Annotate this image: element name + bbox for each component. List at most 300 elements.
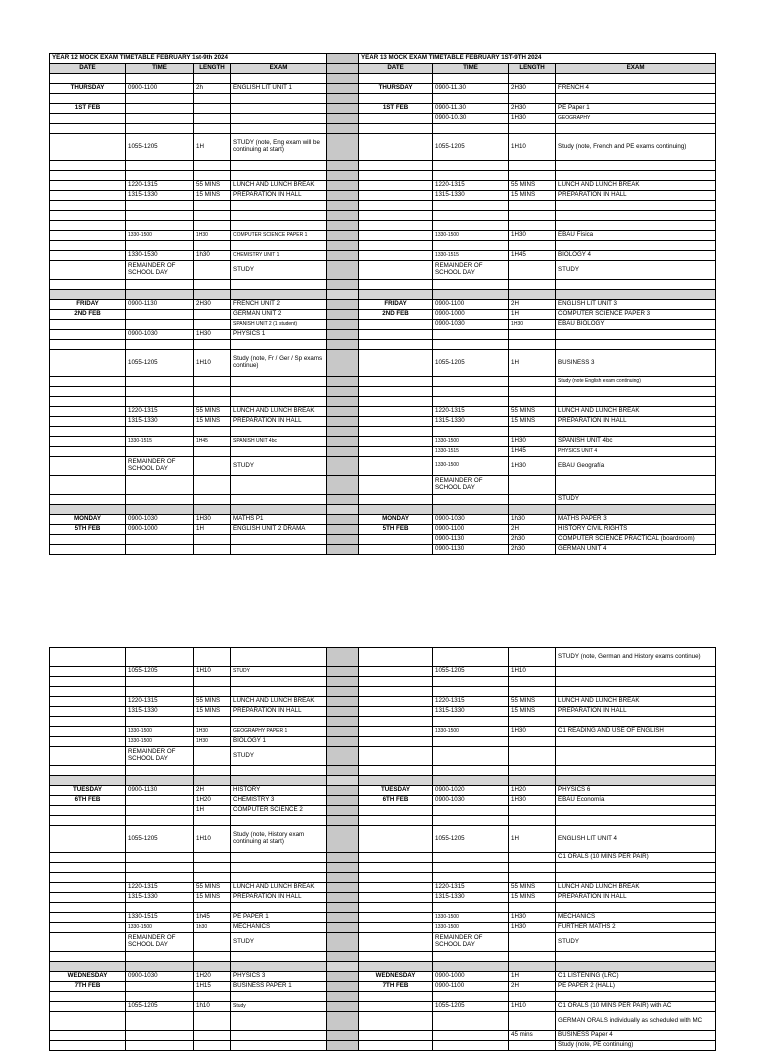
y12-length-cell	[194, 776, 231, 786]
y12-time-cell: 1055-1205	[126, 1002, 194, 1012]
y13-date-cell	[359, 124, 433, 134]
y13-exam-cell: ENGLISH LIT UNIT 3	[556, 300, 716, 310]
y12-exam-cell	[231, 1012, 327, 1031]
y13-time-cell	[433, 873, 509, 883]
y13-length-cell	[509, 161, 556, 171]
y12-date-cell	[50, 221, 126, 231]
y12-time-cell	[126, 310, 194, 320]
table-row	[50, 903, 716, 913]
col-header-time: TIME	[433, 64, 509, 74]
y12-length-cell	[194, 340, 231, 350]
y12-time-cell	[126, 505, 194, 515]
y12-time-cell	[126, 114, 194, 124]
y13-length-cell	[509, 330, 556, 340]
y12-exam-cell: PREPARATION IN HALL	[231, 191, 327, 201]
y13-time-cell	[433, 952, 509, 962]
y13-length-cell	[509, 717, 556, 727]
y13-length-cell: 2H	[509, 525, 556, 535]
table-row	[50, 515, 716, 525]
y12-time-cell: 1330-1500	[126, 231, 194, 241]
y12-exam-cell	[231, 873, 327, 883]
y12-date-cell	[50, 1031, 126, 1041]
y12-exam-cell	[231, 124, 327, 134]
y13-length-cell: 1H30	[509, 437, 556, 447]
y12-time-cell: REMAINDER OF SCHOOL DAY	[126, 747, 194, 766]
y12-exam-cell: PREPARATION IN HALL	[231, 707, 327, 717]
y13-length-cell	[509, 261, 556, 280]
y12-length-cell	[194, 962, 231, 972]
y12-exam-cell: STUDY	[231, 667, 327, 677]
title-row	[50, 54, 716, 64]
table-row	[50, 447, 716, 457]
y13-exam-cell	[556, 330, 716, 340]
y13-length-cell: 1H45	[509, 251, 556, 261]
y13-length-cell	[509, 747, 556, 766]
year13-title: YEAR 13 MOCK EXAM TIMETABLE FEBRUARY 1ST-9TH 2024	[359, 54, 716, 64]
y13-exam-cell	[556, 221, 716, 231]
y13-date-cell	[359, 397, 433, 407]
y13-time-cell: 0900-10.30	[433, 114, 509, 124]
table-row	[50, 280, 716, 290]
divider-cell	[327, 181, 359, 191]
col-header-exam: EXAM	[231, 64, 327, 74]
y13-date-cell	[359, 962, 433, 972]
y12-date-cell	[50, 201, 126, 211]
y13-time-cell	[433, 687, 509, 697]
y13-date-cell	[359, 94, 433, 104]
divider-cell	[327, 667, 359, 677]
y13-length-cell	[509, 863, 556, 873]
y13-date-cell	[359, 535, 433, 545]
y12-exam-cell	[231, 677, 327, 687]
y13-length-cell: 55 MINS	[509, 883, 556, 893]
table-row	[50, 1031, 716, 1041]
divider-cell	[327, 737, 359, 747]
y13-time-cell	[433, 853, 509, 863]
y13-time-cell	[433, 387, 509, 397]
y13-date-cell	[359, 134, 433, 161]
y12-length-cell	[194, 992, 231, 1002]
divider-cell	[327, 1041, 359, 1051]
y13-date-cell	[359, 677, 433, 687]
y12-date-cell	[50, 816, 126, 826]
y12-date-cell	[50, 377, 126, 387]
y12-exam-cell: ENGLISH LIT UNIT 1	[231, 84, 327, 94]
table-row	[50, 340, 716, 350]
divider-cell	[327, 677, 359, 687]
y13-time-cell	[433, 717, 509, 727]
y13-length-cell	[509, 377, 556, 387]
y12-time-cell: 1055-1205	[126, 350, 194, 377]
y12-date-cell	[50, 1002, 126, 1012]
y12-exam-cell	[231, 687, 327, 697]
y13-time-cell	[433, 863, 509, 873]
y12-date-cell	[50, 407, 126, 417]
table-row	[50, 982, 716, 992]
table-row	[50, 457, 716, 476]
table-row	[50, 350, 716, 377]
y12-time-cell: 1220-1315	[126, 883, 194, 893]
y13-time-cell	[433, 648, 509, 667]
y12-date-cell	[50, 251, 126, 261]
y12-time-cell	[126, 201, 194, 211]
divider-cell	[327, 320, 359, 330]
y13-time-cell: 0900-1000	[433, 972, 509, 982]
y12-date-cell	[50, 94, 126, 104]
y13-length-cell	[509, 952, 556, 962]
y13-time-cell: 1055-1205	[433, 826, 509, 853]
y13-date-cell	[359, 883, 433, 893]
y12-time-cell	[126, 776, 194, 786]
y12-exam-cell: LUNCH AND LUNCH BREAK	[231, 407, 327, 417]
divider-cell	[327, 350, 359, 377]
y12-exam-cell	[231, 114, 327, 124]
y13-length-cell: 1H45	[509, 447, 556, 457]
y12-time-cell	[126, 171, 194, 181]
y13-date-cell	[359, 74, 433, 84]
y13-time-cell: 1315-1330	[433, 191, 509, 201]
y12-date-cell	[50, 923, 126, 933]
y12-exam-cell	[231, 171, 327, 181]
y12-date-cell	[50, 747, 126, 766]
table-row	[50, 320, 716, 330]
divider-cell	[327, 747, 359, 766]
y12-length-cell: 1H30	[194, 727, 231, 737]
y13-date-cell	[359, 387, 433, 397]
y12-date-cell	[50, 648, 126, 667]
y13-length-cell: 2H	[509, 982, 556, 992]
y13-exam-cell	[556, 211, 716, 221]
y12-time-cell: 1220-1315	[126, 407, 194, 417]
divider-cell	[327, 933, 359, 952]
y12-date-cell	[50, 667, 126, 677]
y12-length-cell	[194, 211, 231, 221]
y13-length-cell: 1H20	[509, 786, 556, 796]
divider-cell	[327, 377, 359, 387]
y12-exam-cell	[231, 427, 327, 437]
table-row	[50, 873, 716, 883]
y13-time-cell: 1330-1500	[433, 231, 509, 241]
table-row	[50, 826, 716, 853]
y12-date-cell: 7TH FEB	[50, 982, 126, 992]
y13-length-cell	[509, 903, 556, 913]
y12-date-cell: 6TH FEB	[50, 796, 126, 806]
y13-date-cell	[359, 505, 433, 515]
y12-exam-cell: COMPUTER SCIENCE PAPER 1	[231, 231, 327, 241]
y12-length-cell	[194, 1031, 231, 1041]
y12-length-cell	[194, 903, 231, 913]
y12-date-cell: 1ST FEB	[50, 104, 126, 114]
y12-time-cell	[126, 1041, 194, 1051]
y13-length-cell: 1H30	[509, 114, 556, 124]
y12-length-cell: 1H45	[194, 437, 231, 447]
y12-time-cell	[126, 320, 194, 330]
y13-date-cell	[359, 863, 433, 873]
y13-exam-cell: MECHANICS	[556, 913, 716, 923]
y12-exam-cell	[231, 104, 327, 114]
y13-exam-cell	[556, 667, 716, 677]
table-row	[50, 648, 716, 667]
y13-length-cell: 15 MINS	[509, 707, 556, 717]
y12-exam-cell	[231, 221, 327, 231]
divider-cell	[327, 447, 359, 457]
y12-exam-cell: COMPUTER SCIENCE 2	[231, 806, 327, 816]
y13-date-cell	[359, 280, 433, 290]
table-row	[50, 883, 716, 893]
y13-exam-cell: PHYSICS 6	[556, 786, 716, 796]
y12-date-cell	[50, 427, 126, 437]
y12-time-cell	[126, 447, 194, 457]
divider-cell	[327, 545, 359, 555]
y12-exam-cell	[231, 476, 327, 495]
table-row	[50, 806, 716, 816]
y13-time-cell	[433, 290, 509, 300]
y12-length-cell	[194, 863, 231, 873]
y12-length-cell	[194, 104, 231, 114]
y13-exam-cell: GEOGRAPHY	[556, 114, 716, 124]
y13-exam-cell: EBAU Economía	[556, 796, 716, 806]
divider-cell	[327, 1031, 359, 1041]
y13-length-cell	[509, 427, 556, 437]
divider-cell	[327, 64, 359, 74]
y12-exam-cell	[231, 992, 327, 1002]
y12-exam-cell: HISTORY	[231, 786, 327, 796]
y13-length-cell	[509, 766, 556, 776]
y12-exam-cell: BUSINESS PAPER 1	[231, 982, 327, 992]
y13-length-cell	[509, 387, 556, 397]
y13-date-cell	[359, 747, 433, 766]
y12-time-cell	[126, 873, 194, 883]
y12-time-cell: REMAINDER OF SCHOOL DAY	[126, 261, 194, 280]
y12-time-cell	[126, 397, 194, 407]
y13-date-cell: 6TH FEB	[359, 796, 433, 806]
table-row	[50, 74, 716, 84]
table-row	[50, 913, 716, 923]
divider-cell	[327, 535, 359, 545]
y12-length-cell	[194, 952, 231, 962]
y12-time-cell	[126, 648, 194, 667]
y13-time-cell: 1220-1315	[433, 697, 509, 707]
y12-date-cell	[50, 74, 126, 84]
y13-length-cell: 1h30	[509, 515, 556, 525]
divider-cell	[327, 796, 359, 806]
y13-date-cell	[359, 417, 433, 427]
y12-length-cell: 55 MINS	[194, 697, 231, 707]
y13-time-cell: 1330-1500	[433, 457, 509, 476]
y12-date-cell	[50, 261, 126, 280]
y13-time-cell: 1055-1205	[433, 1002, 509, 1012]
y13-date-cell	[359, 816, 433, 826]
y13-exam-cell: FURTHER MATHS 2	[556, 923, 716, 933]
y12-time-cell	[126, 962, 194, 972]
y12-time-cell	[126, 427, 194, 437]
y13-length-cell: 1H10	[509, 134, 556, 161]
y13-exam-cell	[556, 94, 716, 104]
y13-date-cell	[359, 806, 433, 816]
y12-length-cell	[194, 717, 231, 727]
y12-exam-cell	[231, 505, 327, 515]
divider-cell	[327, 310, 359, 320]
table-row	[50, 893, 716, 903]
y12-date-cell	[50, 505, 126, 515]
table-row	[50, 310, 716, 320]
y12-time-cell: 1330-1500	[126, 923, 194, 933]
divider-cell	[327, 806, 359, 816]
table-row	[50, 261, 716, 280]
y13-exam-cell: SPANISH UNIT 4bc	[556, 437, 716, 447]
divider-cell	[327, 340, 359, 350]
y13-date-cell	[359, 231, 433, 241]
y13-length-cell	[509, 687, 556, 697]
y12-time-cell	[126, 853, 194, 863]
y12-date-cell	[50, 171, 126, 181]
divider-cell	[327, 437, 359, 447]
divider-cell	[327, 923, 359, 933]
y13-exam-cell: PHYSICS UNIT 4	[556, 447, 716, 457]
col-header-exam: EXAM	[556, 64, 716, 74]
divider-cell	[327, 231, 359, 241]
y12-length-cell: 1H	[194, 806, 231, 816]
y12-length-cell: 1h45	[194, 913, 231, 923]
y12-exam-cell: LUNCH AND LUNCH BREAK	[231, 697, 327, 707]
y13-length-cell: 55 MINS	[509, 181, 556, 191]
table-row	[50, 933, 716, 952]
y13-time-cell	[433, 903, 509, 913]
y13-exam-cell: GERMAN UNIT 4	[556, 545, 716, 555]
y12-time-cell	[126, 290, 194, 300]
col-header-time: TIME	[126, 64, 194, 74]
y13-exam-cell	[556, 863, 716, 873]
y13-exam-cell: EBAU Física	[556, 231, 716, 241]
y13-time-cell: REMAINDER OF SCHOOL DAY	[433, 261, 509, 280]
y12-exam-cell: CHEMISTRY UNIT 1	[231, 251, 327, 261]
y12-exam-cell	[231, 211, 327, 221]
table-row	[50, 545, 716, 555]
y13-exam-cell: FRENCH 4	[556, 84, 716, 94]
y13-time-cell	[433, 962, 509, 972]
y12-exam-cell: CHEMISTRY 3	[231, 796, 327, 806]
y12-length-cell	[194, 94, 231, 104]
y13-date-cell	[359, 1012, 433, 1031]
y12-date-cell	[50, 727, 126, 737]
y13-length-cell: 15 MINS	[509, 191, 556, 201]
y12-time-cell	[126, 94, 194, 104]
y13-length-cell: 1H10	[509, 667, 556, 677]
y12-time-cell: 1330-1515	[126, 437, 194, 447]
y12-exam-cell	[231, 776, 327, 786]
y13-length-cell	[509, 211, 556, 221]
y12-date-cell	[50, 330, 126, 340]
y12-exam-cell	[231, 1031, 327, 1041]
y12-exam-cell	[231, 903, 327, 913]
y12-length-cell: 2h	[194, 84, 231, 94]
divider-cell	[327, 766, 359, 776]
y12-time-cell	[126, 241, 194, 251]
divider-cell	[327, 171, 359, 181]
divider-cell	[327, 241, 359, 251]
y12-time-cell	[126, 687, 194, 697]
divider-cell	[327, 221, 359, 231]
y13-exam-cell: C1 ORALS (10 MINS PER PAIR)	[556, 853, 716, 863]
divider-cell	[327, 525, 359, 535]
y13-length-cell	[509, 94, 556, 104]
divider-cell	[327, 717, 359, 727]
table-row	[50, 923, 716, 933]
y12-exam-cell	[231, 377, 327, 387]
y12-time-cell	[126, 806, 194, 816]
table-row	[50, 707, 716, 717]
y13-time-cell: 1315-1330	[433, 417, 509, 427]
y12-exam-cell: PREPARATION IN HALL	[231, 893, 327, 903]
y12-date-cell: 5TH FEB	[50, 525, 126, 535]
y12-exam-cell: BIOLOGY 1	[231, 737, 327, 747]
y13-date-cell: MONDAY	[359, 515, 433, 525]
y13-exam-cell: BUSINESS 3	[556, 350, 716, 377]
y12-date-cell	[50, 826, 126, 853]
y13-time-cell: 1330-1500	[433, 923, 509, 933]
y12-time-cell: REMAINDER OF SCHOOL DAY	[126, 933, 194, 952]
y13-date-cell	[359, 1002, 433, 1012]
y13-time-cell: 1330-1515	[433, 447, 509, 457]
y12-time-cell	[126, 74, 194, 84]
y13-time-cell: 1330-1500	[433, 437, 509, 447]
y12-exam-cell	[231, 816, 327, 826]
table-row	[50, 476, 716, 495]
y13-time-cell: 1330-1500	[433, 727, 509, 737]
y13-exam-cell	[556, 992, 716, 1002]
y12-exam-cell: STUDY	[231, 261, 327, 280]
y13-date-cell	[359, 648, 433, 667]
y12-date-cell	[50, 687, 126, 697]
y12-length-cell: 1h10	[194, 1002, 231, 1012]
table-row	[50, 697, 716, 707]
y13-length-cell: 15 MINS	[509, 417, 556, 427]
y12-time-cell	[126, 161, 194, 171]
y12-exam-cell: Study (note, Fr / Ger / Sp exams continue)	[231, 350, 327, 377]
y12-time-cell	[126, 221, 194, 231]
y13-exam-cell	[556, 962, 716, 972]
y12-time-cell	[126, 717, 194, 727]
table-row	[50, 191, 716, 201]
divider-cell	[327, 495, 359, 505]
y13-time-cell: 1055-1205	[433, 667, 509, 677]
y13-exam-cell: HISTORY CIVIL RIGHTS	[556, 525, 716, 535]
y13-length-cell	[509, 124, 556, 134]
col-header-length: LENGTH	[194, 64, 231, 74]
y13-length-cell: 1H	[509, 972, 556, 982]
y13-exam-cell	[556, 387, 716, 397]
y13-date-cell	[359, 697, 433, 707]
y12-exam-cell	[231, 397, 327, 407]
y13-time-cell: 1315-1330	[433, 893, 509, 903]
y13-date-cell	[359, 873, 433, 883]
y12-date-cell	[50, 114, 126, 124]
divider-cell	[327, 54, 359, 64]
y12-date-cell: FRIDAY	[50, 300, 126, 310]
divider-cell	[327, 104, 359, 114]
y13-exam-cell: PE Paper 1	[556, 104, 716, 114]
y13-date-cell	[359, 707, 433, 717]
y12-length-cell: 2H	[194, 786, 231, 796]
y13-exam-cell	[556, 340, 716, 350]
divider-cell	[327, 853, 359, 863]
y13-length-cell: 1H	[509, 310, 556, 320]
y12-exam-cell	[231, 495, 327, 505]
y12-length-cell	[194, 677, 231, 687]
y13-length-cell	[509, 853, 556, 863]
y13-time-cell	[433, 747, 509, 766]
y12-date-cell: THURSDAY	[50, 84, 126, 94]
